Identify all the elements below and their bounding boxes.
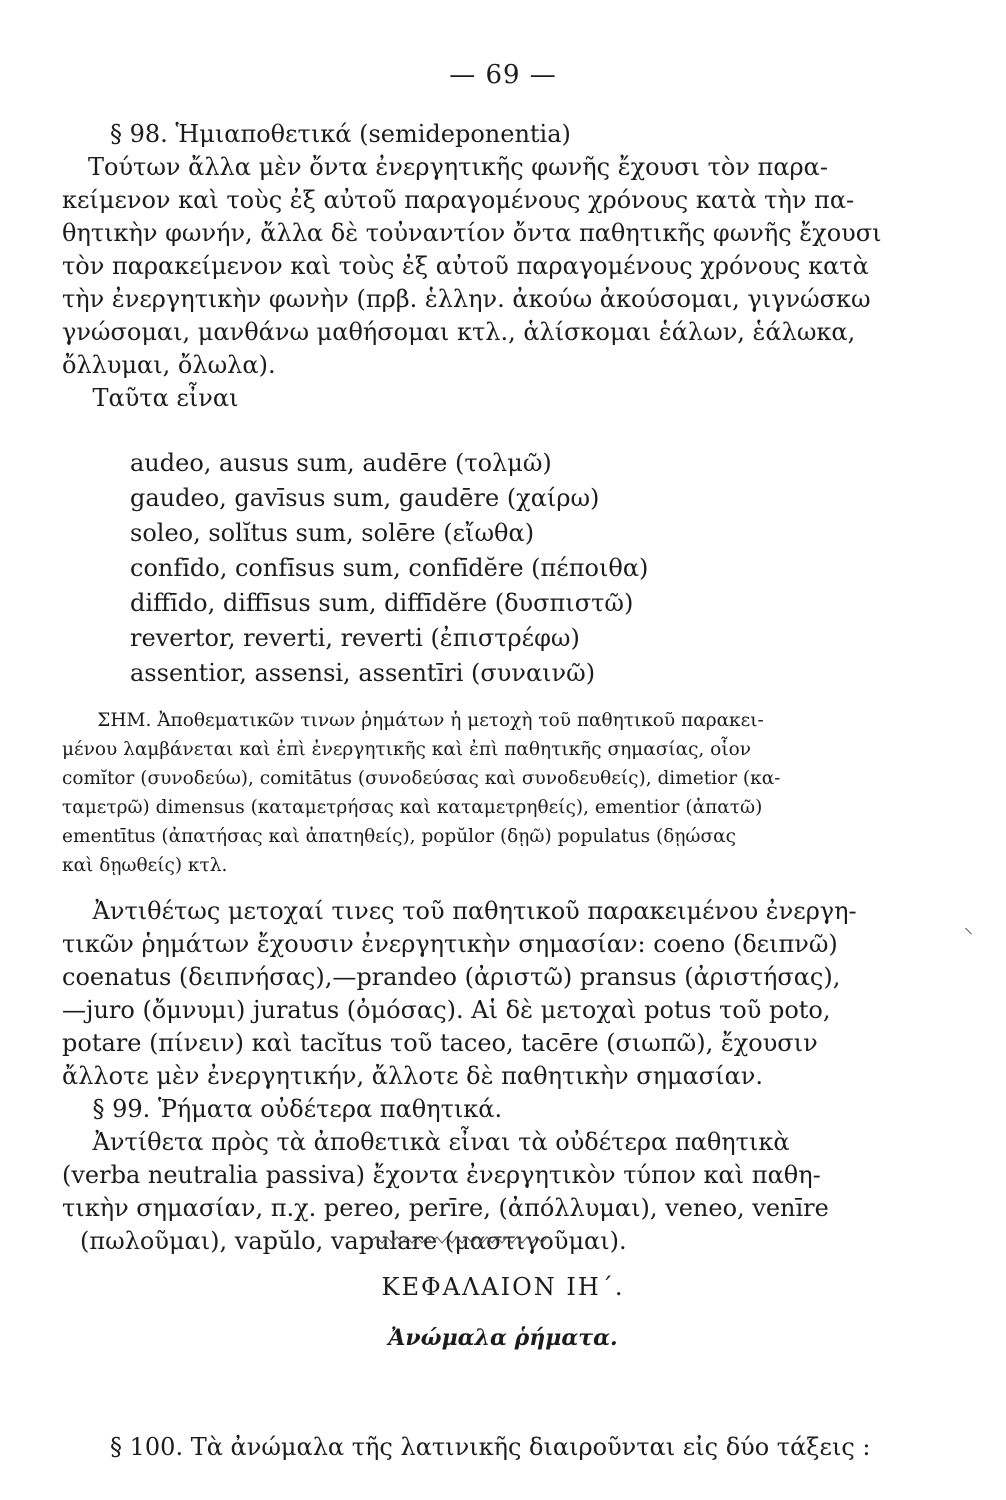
verb-examples-list <box>130 446 648 691</box>
text-line: τὸν παρακείμενον καὶ τοὺς ἐξ αὐτοῦ παραγομένους χρόνους κατὰ <box>62 252 869 280</box>
example-line: confīdo, confīsus sum, confīdĕre (πέποιθα) <box>130 554 649 582</box>
note-line: καὶ δῃωθείς) κτλ. <box>62 855 228 876</box>
section-98-paragraph <box>62 118 882 415</box>
example-line: revertor, reverti, reverti (ἐπιστρέφω) <box>130 624 580 652</box>
text-line: Τούτων ἄλλα μὲν ὄντα ἐνεργητικῆς φωνῆς ἔχουσι τὸν παρα- <box>88 153 828 181</box>
page-number: — 69 — <box>449 60 557 90</box>
text-line: —juro (ὄμνυμι) juratus (ὀμόσας). Αἱ δὲ μετοχαὶ potus τοῦ poto, <box>62 996 831 1024</box>
note-line: μένου λαμβάνεται καὶ ἐπὶ ἐνεργητικῆς καὶ ἐπὶ παθητικῆς σημασίας, οἷον <box>62 739 751 760</box>
decorative-divider <box>372 1236 552 1244</box>
text-line: τικὴν σημασίαν, π.χ. pereo, perīre, (ἀπόλλυμαι), veneo, venīre <box>62 1194 829 1222</box>
example-line: diffīdo, diffīsus sum, diffīdĕre (δυσπιστῶ) <box>130 589 634 617</box>
note-line: ΣΗΜ. Ἀποθεματικῶν τινων ῥημάτων ἡ μετοχὴ τοῦ παθητικοῦ παρακει- <box>62 710 764 731</box>
margin-mark: ⸜ <box>964 917 973 938</box>
note-line: ταμετρῶ) dimensus (καταμετρήσας καὶ καταμετρηθείς), ementior (ἀπατῶ) <box>62 797 763 818</box>
section-99-heading: § 99. Ῥήματα οὐδέτερα παθητικά. <box>62 1095 503 1123</box>
text-line: κείμενον καὶ τοὺς ἐξ αὐτοῦ παραγομένους χρόνους κατὰ τὴν πα- <box>62 186 855 214</box>
text-line: Ἀντίθετα πρὸς τὰ ἀποθετικὰ εἶναι τὰ οὐδέτερα παθητικὰ <box>62 1128 790 1156</box>
note-line: ementītus (ἀπατήσας καὶ ἀπατηθείς), popŭlor (δῃῶ) populatus (δῃώσας <box>62 826 736 847</box>
section-100-line: § 100. Τὰ ἀνώμαλα τῆς λατινικῆς διαιροῦνται εἰς δύο τάξεις : <box>110 1433 871 1461</box>
note-line: comĭtor (συνοδεύω), comitātus (συνοδεύσας καὶ συνοδευθείς), dimetior (κα- <box>62 768 781 789</box>
text-line: potare (πίνειν) καὶ tacĭtus τοῦ taceo, tacēre (σιωπῶ), ἔχουσιν <box>62 1029 818 1057</box>
text-line: (verba neutralia passiva) ἔχοντα ἐνεργητικὸν τύπον καὶ παθη- <box>62 1161 821 1189</box>
text-line: θητικὴν φωνήν, ἄλλα δὲ τοὐναντίον ὄντα παθητικῆς φωνῆς ἔχουσι <box>62 219 882 247</box>
text-line: τὴν ἐνεργητικὴν φωνὴν (πρβ. ἑλλην. ἀκούω ἀκούσομαι, γιγνώσκω <box>62 285 871 313</box>
text-line: (πωλοῦμαι), vapŭlo, vapulare (μαστιγοῦμαι). <box>80 1227 627 1255</box>
example-line: soleo, solĭtus sum, solēre (εἴωθα) <box>130 519 535 547</box>
section-98-99-paragraphs <box>62 895 882 1258</box>
text-line: ἄλλοτε μὲν ἐνεργητικήν, ἄλλοτε δὲ παθητικὴν σημασίαν. <box>62 1062 764 1090</box>
text-line: τικῶν ῥημάτων ἔχουσιν ἐνεργητικὴν σημασίαν: coeno (δειπνῶ) <box>62 930 838 958</box>
chapter-title: ΚΕΦΑΛΑΙΟΝ ΙΗ΄. <box>381 1273 625 1301</box>
chapter-subtitle: Ἀνώμαλα ῥήματα. <box>388 1325 618 1351</box>
text-line: Ἀντιθέτως μετοχαί τινες τοῦ παθητικοῦ παρακειμένου ἐνεργη- <box>62 897 857 925</box>
text-line: § 98. Ἡμιαποθετικά (semideponentia) <box>110 120 571 148</box>
example-line: audeo, ausus sum, audēre (τολμῶ) <box>130 449 552 477</box>
example-line: assentior, assensi, assentīri (συναινῶ) <box>130 659 596 687</box>
note-paragraph <box>62 706 882 880</box>
example-line: gaudeo, gavīsus sum, gaudēre (χαίρω) <box>130 484 600 512</box>
text-line: Ταῦτα εἶναι <box>62 384 239 412</box>
text-line: ὄλλυμαι, ὄλωλα). <box>62 351 276 379</box>
text-line: γνώσομαι, μανθάνω μαθήσομαι κτλ., ἁλίσκομαι ἑάλων, ἑάλωκα, <box>62 318 856 346</box>
text-line: coenatus (δειπνήσας),—prandeo (ἀριστῶ) pransus (ἀριστήσας), <box>62 963 841 991</box>
